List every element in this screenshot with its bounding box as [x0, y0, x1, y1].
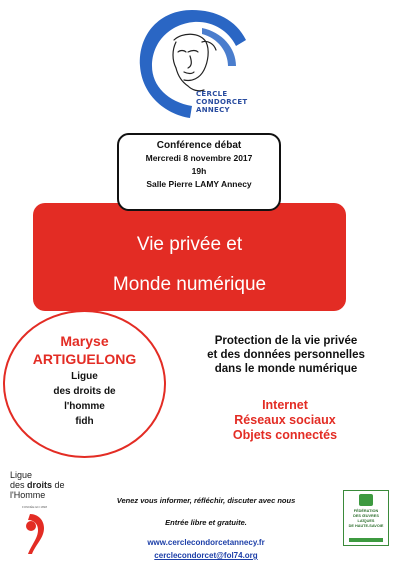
federation-emblem-icon: [359, 494, 373, 506]
federation-line-4: DE HAUTE-SAVOIE: [348, 524, 384, 528]
ldh-line-2: [10, 480, 80, 490]
ldh-line-2-pre: des: [10, 480, 28, 490]
invite-text: Venez vous informer, réfléchir, discuter avec nous: [116, 496, 296, 505]
federation-logo: [343, 490, 389, 546]
federation-line-2: DES ŒUVRES: [353, 514, 379, 518]
banner-line-1: Vie privée et: [136, 234, 243, 255]
event-title: Conférence débat: [156, 140, 242, 151]
ldh-mark-icon: [24, 512, 48, 556]
ldh-line-2-bold: droits: [27, 480, 53, 490]
topic-description: [168, 334, 404, 376]
federation-line-3: LAÏQUES: [357, 519, 375, 523]
speaker-oval: [3, 310, 166, 458]
ldh-founded-text: FONDÉE EN 1898: [22, 505, 48, 509]
keyword-item: Internet: [262, 398, 308, 412]
federation-text: [346, 509, 386, 529]
logo-text: [196, 90, 256, 114]
topic-line-1: Protection de la vie privée: [214, 335, 358, 347]
website-link[interactable]: www.cerclecondorcetannecy.fr: [147, 538, 265, 547]
keyword-list: [190, 398, 380, 443]
logo-line-2: CONDORCET: [196, 98, 248, 106]
topic-line-2: et des données personnelles: [207, 349, 365, 361]
topic-line-3: dans le monde numérique: [214, 363, 358, 375]
federation-footer-bar: [349, 538, 383, 542]
event-date: Mercredi 8 novembre 2017: [145, 153, 253, 163]
speaker-org-line-4: fidh: [75, 416, 94, 427]
keyword-item: Objets connectés: [232, 428, 338, 442]
ldh-logo-text: [10, 470, 80, 500]
ldh-line-1: Ligue: [10, 470, 33, 480]
ldh-line-3: l'Homme: [10, 490, 46, 500]
speaker-first-name: Maryse: [60, 333, 109, 349]
federation-line-1: FÉDÉRATION: [353, 509, 379, 513]
speaker-last-name: ARTIGUELONG: [32, 351, 137, 367]
event-venue: Salle Pierre LAMY Annecy: [146, 179, 252, 189]
ldh-line-2-post: de: [52, 480, 65, 490]
banner-line-2: Monde numérique: [112, 274, 267, 295]
keyword-item: Réseaux sociaux: [234, 413, 336, 427]
event-info-box: [117, 133, 281, 211]
event-time: 19h: [191, 166, 207, 176]
logo-line-3: ANNECY: [196, 106, 230, 114]
entry-text: Entrée libre et gratuite.: [165, 518, 247, 527]
speaker-org-line-2: des droits de: [53, 386, 116, 397]
logo-line-1: CERCLE: [196, 90, 228, 98]
speaker-org-line-3: l'homme: [64, 401, 105, 412]
title-banner: [33, 203, 346, 311]
email-link[interactable]: cerclecondorcet@fol74.org: [154, 551, 258, 560]
speaker-org-line-1: Ligue: [71, 371, 98, 382]
